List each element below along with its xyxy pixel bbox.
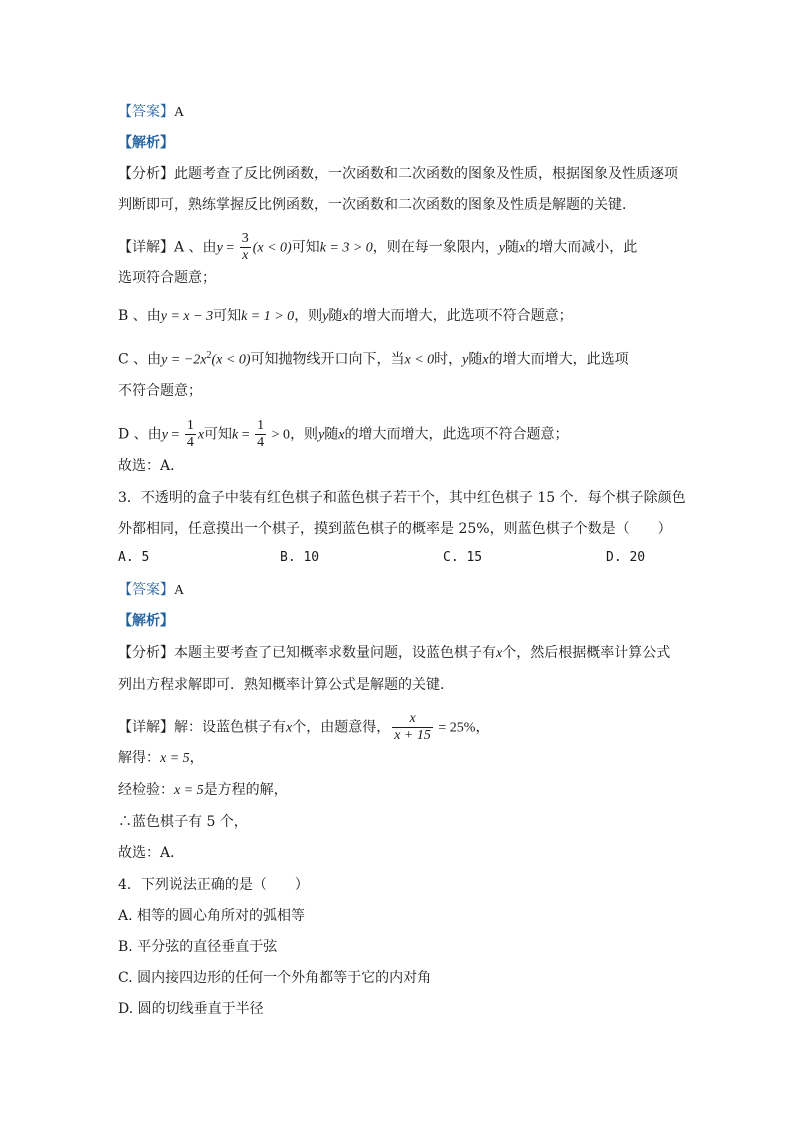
math-eq: = [222,240,238,256]
fenxi-text: 个，然后根据概率计算公式 [502,645,671,661]
math-k: k = 3 > 0 [319,240,373,256]
math-y: y [498,240,506,256]
detail-text: ， [475,719,490,736]
q4-option-a: A. 相等的圆心角所对的弧相等 [118,908,306,924]
text-mid: 可知 [291,239,320,256]
math-expr: y = x − 3 [160,309,214,324]
fraction-3-over-x [240,231,251,264]
math-expr: x = 5 [174,783,204,798]
frac-num: x [392,711,433,728]
math-x: x [197,427,205,443]
text-post: 的增大而增大，此选项 [488,351,629,368]
math-y: y [161,427,168,443]
math-x: x [338,427,345,443]
fenxi-line-2: 判断即可，熟练掌握反比例函数，一次函数和二次函数的图象及性质是解题的关键． [118,197,636,213]
q3-option-b: B. 10 [280,550,320,565]
detail-text: 解：设蓝色棋子有 [174,719,286,736]
fraction-x-over-x-plus-15 [392,711,433,744]
math-y: y [322,309,329,324]
math-cond: (x < 0) [252,240,292,256]
option-c-prefix: C 、由 [118,351,162,368]
math-k: k = 1 > 0 [241,309,295,324]
q3-option-a: A. 5 [118,550,150,565]
math-x: x [519,240,526,256]
check-label: 经检验： [118,782,174,798]
frac-num: 3 [241,231,249,246]
math-x: x [342,309,349,324]
frac-den: x + 15 [394,728,431,743]
math-sup: 2 [206,350,212,361]
math-eq: = [167,427,183,443]
math-k: k [232,427,239,443]
text-post: ，则 [290,426,319,443]
q3-choose-line: 故选：A． [118,845,185,861]
answer-value: A [174,105,185,120]
detail-line-b [118,306,573,327]
math-y: y [216,240,223,256]
math-cond: (x < 0) [211,352,251,368]
text-mid: 可知 [213,308,242,324]
math-x: x [286,720,293,736]
math-expr: x = 5 [160,751,190,766]
option-b-prefix: B 、由 [118,308,161,324]
math-y: y [462,352,469,368]
text-mid: 可知 [204,426,233,443]
analysis-label: 【解析】 [118,135,174,151]
q3-fenxi-line-2: 列出方程求解即可．熟知概率计算公式是解题的关键． [118,677,454,693]
q3-detail-line [118,711,489,744]
math-y: y [318,427,325,443]
text-post: 的增大而增大，此选项不符合题意； [344,426,569,443]
q3-fenxi-line [118,643,670,664]
text-post: 的增大而增大，此选项不符合题意； [348,308,573,324]
check-end: 是方程的解， [203,782,288,798]
math-x: x [496,646,503,661]
detail-label: 【详解】 [118,239,174,256]
frac-den: 4 [186,435,194,450]
fenxi-label: 【分析】 [118,166,174,182]
q4-stem: 4．下列说法正确的是（ ） [118,877,309,893]
q3-check-line [118,780,288,801]
math-x: x [482,352,489,368]
detail-line-c [118,346,629,371]
detail-label: 【详解】 [118,719,174,736]
choose-line: 故选：A． [118,458,185,474]
fraction-1-over-4 [185,418,196,451]
frac-num: 1 [186,418,194,433]
text-post: 随 [505,239,520,256]
q3-option-d: D. 20 [606,550,646,565]
text-post: 的增大而减小，此 [525,239,638,256]
q3-answer-line [118,580,184,601]
answer-value: A [174,583,185,598]
q4-option-c: C. 圆内接四边形的任何一个外角都等于它的内对角 [118,970,432,986]
text-post: 随 [324,426,339,443]
detail-line-c2: 不符合题意； [118,383,202,399]
detail-line-d [118,418,569,451]
math-gt: > 0 [268,427,291,443]
detail-text: 个，由题意得， [292,719,391,736]
fenxi-line [118,164,678,184]
math-eq: = [238,427,254,443]
answer-line [118,102,184,123]
fenxi-text: 本题主要考查了已知概率求数量问题，设蓝色棋子有 [174,645,496,661]
analysis-heading [118,133,174,153]
solve-end: ， [189,750,204,766]
answer-label: 【答案】 [118,582,174,598]
q4-option-d: D. 圆的切线垂直于半径 [118,1001,264,1017]
solve-label: 解得： [118,750,160,766]
frac-den: x [242,248,249,263]
frac-den: 4 [257,435,265,450]
text-post: ，则在每一象限内， [372,239,499,256]
text-mid: 可知抛物线开口向下，当 [250,351,405,368]
text-post: 随 [468,351,483,368]
fraction-1-over-4 [255,418,266,451]
detail-line-a [118,231,637,264]
text-post: ，则 [294,308,323,324]
q3-stem-line-2: 外都相同，任意摸出一个棋子，摸到蓝色棋子的概率是 25%，则蓝色棋子个数是（ ） [118,521,672,537]
fenxi-text: 此题考查了反比例函数，一次函数和二次函数的图象及性质，根据图象及性质逐项 [174,166,678,182]
text-post: 时， [434,351,463,368]
q3-option-c: C. 15 [443,550,483,565]
frac-num: 1 [257,418,265,433]
q3-stem-line-1: 3．不透明的盒子中装有红色棋子和蓝色棋子若干个，其中红色棋子 15 个．每个棋子除颜色 [118,490,686,506]
analysis-label: 【解析】 [118,613,174,629]
q4-option-b: B. 平分弦的直径垂直于弦 [118,939,278,955]
text-post: 随 [328,308,343,324]
answer-label: 【答案】 [118,104,174,120]
detail-line-a2: 选项符合题意； [118,270,216,286]
q3-analysis-heading [118,611,174,631]
option-d-prefix: D 、由 [118,426,162,443]
math-expr: y = −2x [161,352,207,368]
fenxi-label: 【分析】 [118,645,174,661]
math-cond: x < 0 [404,352,435,368]
math-rhs: = 25% [434,720,476,736]
q3-solve-line [118,748,204,769]
option-a-prefix: A 、由 [174,239,217,256]
q3-therefore-line: ∴蓝色棋子有 5 个， [118,814,248,830]
